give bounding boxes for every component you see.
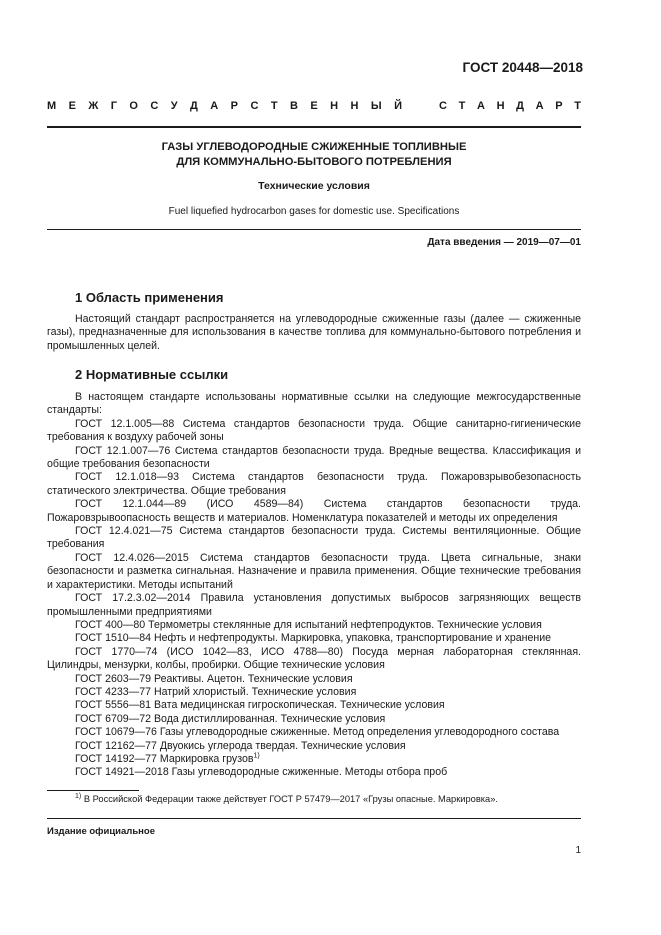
- section-2-intro: В настоящем стандарте использованы нормативные ссылки на следующие межгосударственные стандарты:: [47, 391, 581, 417]
- title-top-rule: [47, 126, 581, 128]
- reference-text: ГОСТ 1770—74 (ИСО 1042—83, ИСО 4788—80) Посуда мерная лабораторная стеклянная. Цилиндры, мензурки, колбы, пробирки. Общие технические условия: [47, 645, 581, 672]
- title-line-2: ДЛЯ КОММУНАЛЬНО-БЫТОВОГО ПОТРЕБЛЕНИЯ: [176, 156, 452, 168]
- interstate-word: М Е Ж Г О С У Д А Р С Т В Е Н Н Ы Й: [47, 100, 402, 112]
- reference-item: [47, 766, 581, 779]
- reference-item: [47, 632, 581, 645]
- reference-text: ГОСТ 6709—72 Вода дистиллированная. Технические условия: [75, 712, 386, 725]
- footnote: [75, 794, 498, 804]
- reference-item: [47, 418, 581, 445]
- reference-text: ГОСТ 12.1.018—93 Система стандартов безопасности труда. Пожаровзрывобезопасность статического электричества. Общие требования: [47, 471, 581, 497]
- section-2-body: [47, 391, 581, 780]
- interstate-standard-label: [47, 100, 581, 112]
- reference-text: ГОСТ 12.4.026—2015 Система стандартов безопасности труда. Цвета сигнальные, знаки безопасности и разметка сигнальная. Назначение и правила применения. Общие технические требования и характеристики. Методы испытаний: [47, 551, 581, 591]
- reference-text: ГОСТ 4233—77 Натрий хлористый. Технические условия: [75, 685, 357, 698]
- reference-item: [47, 525, 581, 552]
- reference-text: ГОСТ 1510—84 Нефть и нефтепродукты. Маркировка, упаковка, транспортирование и хранение: [75, 632, 552, 645]
- reference-text: ГОСТ 12.1.007—76 Система стандартов безопасности труда. Вредные вещества. Классификация и общие требования безопасности: [47, 444, 581, 471]
- reference-text: ГОСТ 12.4.021—75 Система стандартов безопасности труда. Системы вентиляционные. Общие требования: [47, 525, 581, 551]
- reference-item: [47, 619, 581, 632]
- reference-item: [47, 740, 581, 753]
- section-1-body: [47, 313, 581, 353]
- reference-item: [47, 713, 581, 726]
- document-subtitle: Технические условия: [258, 180, 370, 192]
- reference-text: ГОСТ 2603—79 Реактивы. Ацетон. Технические условия: [75, 672, 353, 685]
- section-1-heading: 1 Область применения: [75, 290, 224, 305]
- reference-item: [47, 445, 581, 472]
- section-2-heading: 2 Нормативные ссылки: [75, 367, 229, 382]
- section-1-text: Настоящий стандарт распространяется на углеводородные сжиженные газы (далее — сжиженные газы), предназначенные для использования в качестве топлива для коммунально-бытового потребления и промышленных целей.: [47, 313, 581, 352]
- reference-item: [47, 726, 581, 739]
- reference-item: [47, 552, 581, 592]
- reference-item: [47, 699, 581, 712]
- reference-list: [47, 418, 581, 780]
- reference-text: ГОСТ 5556—81 Вата медицинская гигроскопическая. Технические условия: [75, 699, 445, 712]
- title-bottom-rule: [47, 229, 581, 230]
- footnote-mark: 1): [75, 792, 82, 800]
- reference-text: ГОСТ 14192—77 Маркировка грузов: [75, 752, 254, 765]
- reference-item: [47, 753, 581, 766]
- reference-text: ГОСТ 12.1.005—88 Система стандартов безопасности труда. Общие санитарно-гигиенические требования к воздуху рабочей зоны: [47, 417, 581, 444]
- reference-text: ГОСТ 10679—76 Газы углеводородные сжиженные. Метод определения углеводородного состава: [75, 726, 560, 739]
- standard-word: С Т А Н Д А Р Т: [439, 100, 581, 112]
- reference-footnote-mark: 1): [253, 752, 260, 760]
- reference-item: [47, 471, 581, 498]
- reference-item: [47, 498, 581, 525]
- reference-text: ГОСТ 17.2.3.02—2014 Правила установления допустимых выбросов загрязняющих веществ промышленными предприятиями: [47, 592, 581, 618]
- title-line-1: ГАЗЫ УГЛЕВОДОРОДНЫЕ СЖИЖЕННЫЕ ТОПЛИВНЫЕ: [161, 141, 467, 153]
- reference-text: ГОСТ 12.1.044—89 (ИСО 4589—84) Система стандартов безопасности труда. Пожаровзрывоопасность веществ и материалов. Номенклатура показателей и методы их определения: [47, 498, 581, 524]
- reference-text: ГОСТ 14921—2018 Газы углеводородные сжиженные. Методы отбора проб: [75, 766, 448, 779]
- english-title: Fuel liquefied hydrocarbon gases for domestic use. Specifications: [168, 206, 460, 217]
- reference-item: [47, 646, 581, 673]
- reference-text: ГОСТ 12162—77 Двуокись углерода твердая. Технические условия: [75, 739, 406, 752]
- footnote-text: В Российской Федерации также действует ГОСТ Р 57479—2017 «Грузы опасные. Маркировка».: [83, 794, 498, 804]
- footnote-separator: [47, 790, 139, 791]
- reference-item: [47, 592, 581, 619]
- reference-item: [47, 686, 581, 699]
- footer-rule: [47, 818, 581, 819]
- reference-item: [47, 673, 581, 686]
- introduction-date: Дата введения — 2019—07—01: [427, 237, 581, 248]
- page-number: 1: [575, 845, 581, 856]
- official-edition-label: Издание официальное: [47, 826, 155, 837]
- reference-text: ГОСТ 400—80 Термометры стеклянные для испытаний нефтепродуктов. Технические условия: [75, 618, 542, 631]
- document-title: [47, 140, 581, 170]
- standard-code: ГОСТ 20448—2018: [462, 60, 583, 75]
